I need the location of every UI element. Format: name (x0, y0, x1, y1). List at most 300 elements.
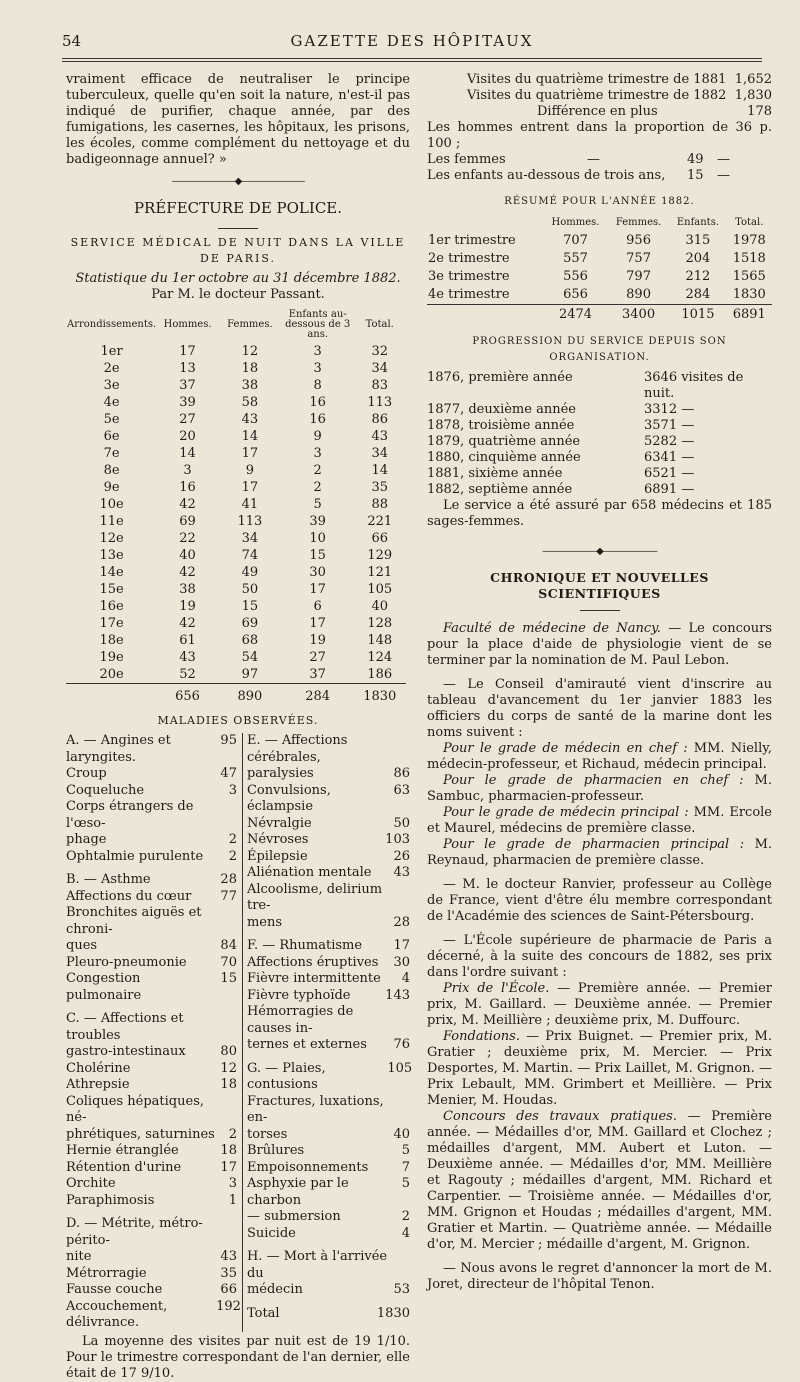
list-item (247, 1242, 410, 1249)
disease-count: 18 (220, 1143, 237, 1158)
disease-label: Asphyxie par le charbon (246, 1176, 349, 1208)
table-cell: 17 (241, 479, 259, 495)
table-cell: 14 (241, 428, 259, 444)
disease-count (390, 1299, 410, 1306)
table-cell: 284 (685, 287, 711, 302)
disease-count: 103 (385, 832, 410, 847)
list-item (66, 1127, 237, 1144)
list-item (66, 1061, 237, 1078)
news-paragraph: Fondations. — Prix Buignet. — Premier prix, M. Gratier ; deuxième prix, M. Mercier. — Prix Desportes, M. Martin. — Prix Laillet, M. Grignon. — Prix Lebault, MM. Grimbert et Meillière. — Prix Menier, M. Houdas. (427, 1029, 772, 1108)
totals-row (427, 305, 772, 325)
progression-title: PROGRESSION DU SERVICE DEPUIS SON ORGANISATION. (472, 336, 727, 363)
women-line (427, 152, 772, 168)
list-item (66, 905, 237, 938)
total-cell: 3400 (608, 305, 670, 325)
disease-count: 70 (220, 954, 237, 970)
list-item (66, 971, 237, 1004)
list-item (247, 1094, 410, 1127)
table-cell: 34 (371, 360, 388, 376)
table-cell: 3 (183, 462, 192, 478)
table-cell: 124 (367, 649, 393, 665)
table-cell: 10e (99, 496, 124, 512)
disease-count: 2 (228, 848, 237, 864)
total-cell: 656 (157, 684, 218, 706)
news-paragraph: Faculté de médecine de Nancy. — Le concours pour la place d'aide de physiologie vient de se terminer par la nomination de M. Paul Lebon. (427, 621, 772, 668)
table-row (427, 250, 772, 268)
disease-label: E. — Affections cérébrales, (246, 733, 348, 765)
disease-label: D. — Métrite, métro-périto- (66, 1216, 203, 1248)
women-dash2: — (717, 152, 730, 167)
table-cell: 1er trimestre (428, 233, 516, 248)
disease-count: 30 (393, 954, 410, 970)
list-item (247, 865, 410, 882)
header-rule (62, 58, 762, 59)
stats-title: Statistique du 1er octobre au 31 décembre 1882. (75, 271, 401, 286)
table-cell: 12 (241, 343, 259, 359)
disease-label: ternes et externes (246, 1037, 367, 1052)
table-cell: 2 (313, 479, 322, 495)
table-cell: 50 (241, 581, 259, 597)
table-row (66, 462, 406, 479)
table-cell: 6 (313, 598, 322, 614)
visit-count: 5282 — (644, 434, 695, 449)
disease-count: 47 (220, 766, 237, 781)
col-header: Hommes. (163, 319, 212, 330)
disease-count (390, 882, 410, 915)
table-cell: 39 (179, 394, 196, 410)
list-item (66, 783, 237, 800)
table-row (66, 615, 406, 632)
table-cell: 757 (626, 251, 651, 266)
disease-label: Congestion pulmonaire (66, 971, 142, 1003)
table-cell: 69 (179, 513, 196, 529)
disease-count: 192 (216, 1298, 241, 1314)
table-cell: 20e (99, 666, 124, 682)
disease-label: Fièvre intermittente (246, 971, 381, 986)
table-row (66, 581, 406, 598)
disease-label: Coqueluche (66, 782, 145, 798)
table-cell: 221 (367, 513, 393, 529)
table-cell: 16e (99, 598, 124, 614)
table-row (66, 598, 406, 615)
news-paragraph: — L'École supérieure de pharmacie de Paris a décerné, à la suite des concours de 1882, ses prix dans l'ordre suivant : (427, 933, 772, 980)
disease-label: H. — Mort à l'arrivée du (246, 1249, 388, 1281)
year-label: 1878, troisième année (427, 418, 575, 433)
list-item (247, 1226, 410, 1243)
table-cell: 17 (309, 581, 326, 597)
table-cell: 15e (99, 581, 124, 597)
table-cell: 1978 (732, 233, 766, 248)
disease-count (217, 1011, 237, 1044)
table-cell: 3e trimestre (428, 269, 510, 284)
table-row (66, 649, 406, 666)
disease-count: 26 (393, 848, 410, 864)
disease-count: 28 (220, 872, 237, 887)
disease-label: Névroses (246, 832, 309, 847)
children-line (427, 168, 772, 184)
disease-count: 2 (228, 832, 237, 847)
list-item (427, 402, 772, 418)
table-cell: 16 (309, 394, 326, 410)
disease-count: 1830 (376, 1305, 410, 1321)
maladies-right-list (241, 733, 413, 1332)
disease-label: Orchite (66, 1176, 116, 1191)
disease-count: 40 (393, 1126, 410, 1142)
disease-count: 2 (228, 1126, 237, 1142)
closing-paragraph: La moyenne des visites par nuit est de 19 1/10. Pour le trimestre correspondant de l'an dernier, elle était de 17 9/10. (66, 1333, 410, 1381)
chronique-title: CHRONIQUE ET NOUVELLES SCIENTIFIQUES (490, 570, 709, 601)
women-label: Les femmes (427, 152, 506, 167)
disease-count (390, 931, 410, 938)
table-cell: 2e trimestre (428, 251, 510, 266)
table-cell: 17 (241, 445, 259, 461)
table-cell: 34 (371, 445, 388, 461)
disease-count: 95 (220, 733, 237, 748)
table-cell: 32 (371, 343, 388, 359)
disease-label: Hernie étranglée (66, 1143, 179, 1158)
table-cell: 557 (563, 251, 588, 266)
news-paragraph: Prix de l'École. — Première année. — Premier prix, M. Gaillard. — Deuxième année. — Premier prix, M. Meillière ; deuxième prix, M. Duffourc. (427, 981, 772, 1028)
table-cell: 3 (313, 343, 322, 359)
disease-label: ques (66, 938, 98, 953)
table-cell: 2 (313, 462, 322, 478)
disease-label: phrétiques, saturnines (66, 1126, 215, 1142)
table-cell: 4e (103, 394, 120, 410)
disease-count (390, 1249, 410, 1282)
table-cell: 13 (179, 360, 196, 376)
table-cell: 3 (313, 360, 322, 376)
disease-count: 77 (220, 888, 237, 904)
disease-count: 17 (393, 938, 410, 953)
table-cell (66, 684, 157, 706)
table-cell: 42 (179, 496, 196, 512)
list-item (66, 799, 237, 832)
disease-count: 28 (393, 914, 410, 930)
disease-count: 143 (385, 987, 410, 1003)
table-row (427, 232, 772, 250)
table-cell: 68 (241, 632, 259, 648)
visit-count: 3312 — (644, 402, 695, 417)
table-cell: 22 (179, 530, 196, 546)
year-label: 1881, sixième année (427, 466, 563, 481)
table-cell: 43 (371, 428, 388, 444)
table-cell: 121 (367, 564, 393, 580)
table-cell: 69 (241, 615, 259, 631)
totals-row (66, 684, 406, 706)
table-cell: 19e (99, 649, 124, 665)
arrondissement-table (66, 309, 406, 705)
disease-count: 66 (220, 1282, 237, 1297)
disease-label: Cholérine (66, 1060, 131, 1076)
list-item (247, 783, 410, 816)
table-cell: 17 (309, 615, 326, 631)
table-cell: 39 (309, 513, 326, 529)
disease-label: Athrepsie (66, 1077, 130, 1092)
table-cell: 40 (179, 547, 196, 563)
table-row (66, 530, 406, 547)
disease-label: F. — Rhumatisme (246, 938, 363, 953)
disease-label: torses (246, 1126, 288, 1142)
service-title: SERVICE MÉDICAL DE NUIT DANS LA VILLE DE PARIS. (70, 236, 406, 265)
list-item (427, 370, 772, 402)
table-cell: 49 (241, 564, 259, 580)
list-item (247, 1127, 410, 1144)
table-cell: 37 (309, 666, 326, 682)
table-row (66, 411, 406, 428)
disease-label: Fausse couche (66, 1282, 163, 1297)
list-item (247, 882, 410, 915)
running-title: GAZETTE DES HÔPITAUX (290, 32, 534, 50)
table-cell: 14e (99, 564, 124, 580)
table-cell: 19 (179, 598, 196, 614)
table-cell: 10 (309, 530, 326, 546)
table-cell: 16 (309, 411, 326, 427)
maladies-columns (66, 733, 413, 1332)
disease-label: Empoisonnements (246, 1159, 369, 1175)
list-item (66, 849, 237, 866)
year-label: 1877, deuxième année (427, 402, 576, 417)
list-item (66, 1143, 237, 1160)
table-cell: 315 (685, 233, 711, 248)
table-cell: 148 (367, 632, 393, 648)
table-cell: 27 (309, 649, 326, 665)
disease-count (217, 1004, 237, 1011)
short-rule (218, 228, 258, 229)
table-cell: 42 (179, 564, 196, 580)
table-cell: 20 (179, 428, 196, 444)
disease-label: gastro-intestinaux (66, 1044, 186, 1059)
table-cell: 17 (179, 343, 196, 359)
header-rule-2 (62, 61, 762, 62)
disease-count: 105 (387, 1060, 413, 1076)
list-item (66, 1216, 237, 1249)
table-cell: 54 (241, 649, 259, 665)
visit-count: 3646 visites de nuit. (644, 370, 744, 401)
table-cell: 186 (367, 666, 393, 682)
list-item (66, 955, 237, 972)
table-cell: 61 (179, 632, 196, 648)
disease-label: mens (246, 914, 283, 930)
table-cell: 18 (241, 360, 259, 376)
disease-label: Métrorragie (66, 1265, 147, 1281)
list-item (427, 466, 772, 482)
disease-label: Fractures, luxations, en- (246, 1093, 384, 1125)
table-cell: 58 (241, 394, 259, 410)
table-row (66, 360, 406, 377)
table-cell: 797 (626, 269, 651, 284)
list-item (247, 1249, 410, 1282)
list-item (247, 955, 410, 972)
list-item (247, 938, 410, 955)
table-cell: 42 (179, 615, 196, 631)
table-cell: 11e (99, 513, 124, 529)
women-dash: — (587, 152, 600, 167)
disease-label: Affections éruptives (246, 954, 379, 970)
disease-label: B. — Asthme (66, 872, 151, 887)
total-cell: 1015 (669, 305, 726, 325)
table-cell: 88 (371, 496, 388, 512)
col-header: Total. (365, 319, 394, 330)
table-cell: 86 (371, 411, 388, 427)
visits-label: Visites du quatrième trimestre de 1882 (467, 88, 727, 103)
table-cell: 1518 (732, 251, 766, 266)
table-cell: 34 (241, 530, 259, 546)
list-item (247, 1004, 410, 1037)
disease-label: médecin (246, 1282, 303, 1297)
disease-label: paralysies (246, 766, 314, 781)
disease-label: Croup (66, 766, 107, 781)
total-cell: 890 (218, 684, 282, 706)
table-row (66, 564, 406, 581)
table-cell: 129 (367, 547, 393, 563)
table-cell: 3e (103, 377, 120, 393)
disease-count: 2 (401, 1209, 410, 1224)
year-label: 1880, cinquième année (427, 450, 581, 465)
table-cell: 14 (179, 445, 196, 461)
children-dash: — (717, 168, 730, 183)
table-cell: 66 (371, 530, 388, 546)
difference-value: 178 (747, 104, 772, 119)
table-cell: 27 (179, 411, 196, 427)
list-item (247, 915, 410, 932)
table-cell: 6e (103, 428, 120, 444)
disease-label: Corps étrangers de l'œso- (66, 799, 194, 831)
visits-summary (427, 72, 772, 120)
list-item (247, 1299, 410, 1306)
table-row (66, 394, 406, 411)
list-item (66, 1209, 237, 1216)
list-item (247, 1160, 410, 1177)
table-cell: 212 (685, 269, 711, 284)
list-item (66, 1266, 237, 1283)
disease-label: Convulsions, éclampsie (246, 782, 331, 814)
disease-count: 53 (393, 1282, 410, 1297)
visit-count: 6891 — (644, 482, 695, 497)
disease-label: Hémorragies de causes in- (246, 1004, 354, 1036)
list-item (66, 889, 237, 906)
table-cell: 15 (241, 598, 259, 614)
list-item (66, 1160, 237, 1177)
disease-label: Rétention d'urine (66, 1159, 182, 1175)
table-cell: 30 (309, 564, 326, 580)
disease-label: Bronchites aiguës et chroni- (66, 905, 202, 937)
table-cell: 5 (313, 496, 322, 512)
table-row (66, 377, 406, 394)
disease-count: 43 (220, 1249, 237, 1264)
total-cell: 6891 (727, 305, 772, 325)
table-row (66, 513, 406, 530)
list-item (66, 1004, 237, 1011)
news-paragraph: Pour le grade de médecin en chef : MM. Nielly, médecin-professeur, et Richaud, médecin principal. (427, 741, 772, 772)
list-item (66, 872, 237, 889)
col-header: Hommes. (551, 217, 600, 228)
disease-count: 50 (393, 815, 410, 831)
disease-label: A. — Angines et laryngites. (66, 733, 171, 765)
disease-label: Pleuro-pneumonie (66, 954, 187, 970)
table-row (427, 286, 772, 305)
visits-value: 1,830 (734, 88, 772, 103)
disease-count: 43 (393, 865, 410, 880)
list-item (247, 971, 410, 988)
column-divider (242, 733, 243, 1332)
progression-list (427, 370, 772, 498)
table-cell: 956 (626, 233, 651, 248)
list-item (66, 1044, 237, 1061)
col-header (427, 214, 543, 232)
disease-label: nite (66, 1249, 92, 1264)
list-item (66, 1298, 241, 1332)
disease-count: 3 (228, 782, 237, 798)
women-value: 49 (687, 152, 704, 167)
table-cell: 12e (99, 530, 124, 546)
year-label: 1879, quatrième année (427, 434, 581, 449)
list-item (427, 482, 772, 498)
disease-count: 17 (220, 1159, 237, 1175)
page-number: 54 (62, 32, 82, 50)
maladies-left-list (66, 733, 241, 1332)
table-cell: 52 (179, 666, 196, 682)
disease-count: 4 (401, 971, 410, 986)
ornament-divider-2: ——————◆—————— (542, 546, 657, 557)
list-item (247, 733, 410, 766)
disease-count (390, 733, 410, 766)
table-cell: 113 (237, 513, 263, 529)
table-cell: 113 (367, 394, 393, 410)
disease-label: Névralgie (246, 815, 312, 831)
disease-count: 63 (393, 782, 410, 798)
proportion-line: Les hommes entrent dans la proportion de 36 p. 100 ; (427, 120, 772, 151)
table-cell: 556 (563, 269, 588, 284)
disease-label: Ophtalmie purulente (66, 848, 204, 864)
list-item (247, 766, 410, 783)
disease-count: 3 (228, 1176, 237, 1191)
list-item (247, 816, 410, 833)
table-cell: 97 (241, 666, 259, 682)
intro-paragraph: vraiment efficace de neutraliser le principe tuberculeux, quelle qu'en soit la nature, n'est-il pas indiqué de purifier, chaque année, par des fumigations, les casernes, les hôpitaux, les prisons, les écoles, comme complément du nettoyage et du badigeonnage annuel? » (66, 72, 410, 167)
difference-label: Différence en plus (537, 104, 658, 119)
disease-count (390, 1094, 410, 1127)
list-item (66, 1077, 237, 1094)
list-item (247, 1306, 410, 1323)
list-item (247, 1037, 410, 1054)
table-cell: 204 (685, 251, 711, 266)
table-cell (427, 305, 543, 325)
disease-label: C. — Affections et troubles (66, 1011, 184, 1043)
list-item (427, 418, 772, 434)
table-cell: 16 (179, 479, 196, 495)
table-cell: 83 (371, 377, 388, 393)
disease-label: Alcoolisme, delirium tre- (246, 881, 383, 913)
table-cell: 13e (99, 547, 124, 563)
visit-count: 3571 — (644, 418, 695, 433)
short-rule-2 (580, 610, 620, 611)
disease-label: Brûlures (246, 1143, 305, 1158)
table-cell: 1830 (732, 287, 766, 302)
table-cell: 38 (179, 581, 196, 597)
ornament-divider: ———————◆——————— (171, 176, 305, 187)
disease-count (390, 1054, 410, 1061)
disease-count: 76 (393, 1037, 410, 1052)
list-item (66, 1282, 237, 1299)
news-paragraph: Pour le grade de médecin principal : MM. Ercole et Maurel, médecins de première classe. (427, 805, 772, 836)
disease-count (217, 1216, 237, 1249)
table-cell: 35 (371, 479, 388, 495)
left-column (66, 72, 413, 1382)
total-cell: 2474 (543, 305, 608, 325)
table-row (66, 428, 406, 445)
disease-count: 15 (220, 971, 237, 986)
table-cell: 890 (626, 287, 651, 302)
